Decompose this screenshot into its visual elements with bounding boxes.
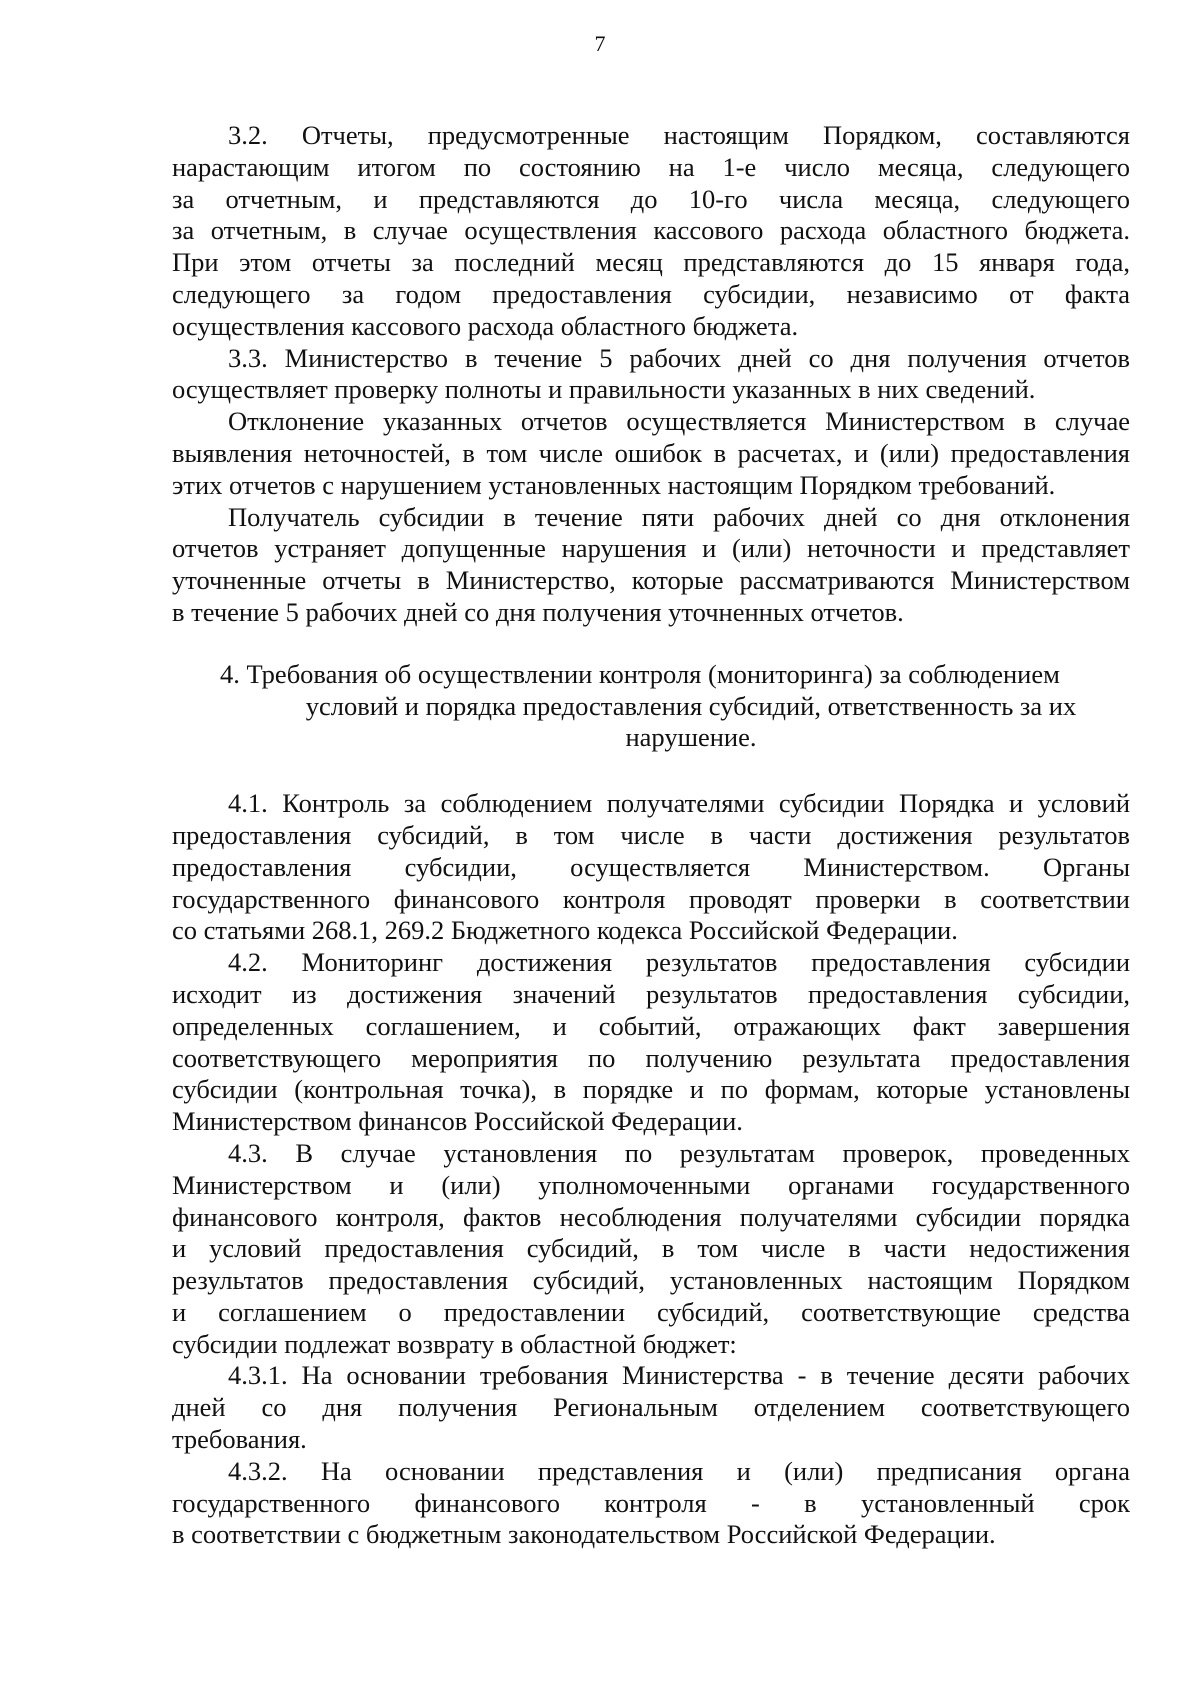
text-line: нарастающим итогом по состоянию на 1-е число месяца, следующего <box>172 151 1130 182</box>
text-line: Министерством финансов Российской Федерации. <box>172 1106 743 1137</box>
text-line: и соглашением о предоставлении субсидий, соответствующие средства <box>172 1296 1130 1327</box>
section-4-heading <box>172 659 1130 754</box>
text-line: 3.3. Министерство в течение 5 рабочих дней со дня получения отчетов <box>228 342 1130 373</box>
heading-line: условий и порядка предоставления субсидий, ответственность за их <box>305 690 1077 721</box>
text-line: соответствующего мероприятия по получению результата предоставления <box>172 1042 1130 1073</box>
text-line: этих отчетов с нарушением установленных настоящим Порядком требований. <box>172 469 1056 500</box>
text-line: отчетов устраняет допущенные нарушения и (или) неточности и представляет <box>172 533 1130 564</box>
page-number: 7 <box>594 31 606 56</box>
text-line: определенных соглашением, и событий, отражающих факт завершения <box>172 1010 1130 1041</box>
text-line: 4.1. Контроль за соблюдением получателями субсидии Порядка и условий <box>228 788 1130 819</box>
text-line: субсидии подлежат возврату в областной бюджет: <box>172 1328 737 1359</box>
text-line: дней со дня получения Региональным отделением соответствующего <box>172 1392 1130 1423</box>
text-line: 4.2. Мониторинг достижения результатов предоставления субсидии <box>228 947 1130 978</box>
text-line: Получатель субсидии в течение пяти рабочих дней со дня отклонения <box>228 501 1130 532</box>
document-body <box>172 120 1130 1551</box>
section-3-text <box>172 120 1130 629</box>
text-line: предоставления субсидий, в том числе в части достижения результатов <box>172 819 1130 850</box>
section-4-text <box>172 788 1130 1551</box>
text-line: и условий предоставления субсидий, в том числе в части недостижения <box>172 1233 1130 1264</box>
text-line: 4.3. В случае установления по результатам проверок, проведенных <box>228 1137 1130 1168</box>
text-line: предоставления субсидии, осуществляется Министерством. Органы <box>172 851 1130 882</box>
text-line: субсидии (контрольная точка), в порядке и по формам, которые установлены <box>172 1074 1130 1105</box>
text-line: за отчетным, в случае осуществления кассового расхода областного бюджета. <box>172 215 1130 246</box>
text-line: Министерством и (или) уполномоченными органами государственного <box>172 1169 1130 1200</box>
text-line: осуществляет проверку полноты и правильности указанных в них сведений. <box>172 374 1036 405</box>
heading-line: нарушение. <box>625 722 757 753</box>
text-line: финансового контроля, фактов несоблюдения получателями субсидии порядка <box>172 1201 1130 1232</box>
text-line: 3.2. Отчеты, предусмотренные настоящим Порядком, составляются <box>228 120 1130 150</box>
text-line: со статьями 268.1, 269.2 Бюджетного кодекса Российской Федерации. <box>172 915 958 946</box>
text-line: уточненные отчеты в Министерство, которые рассматриваются Министерством <box>172 565 1130 596</box>
text-line: исходит из достижения значений результатов предоставления субсидии, <box>172 978 1130 1009</box>
text-line: государственного финансового контроля проводят проверки в соответствии <box>172 883 1130 914</box>
text-line: требования. <box>172 1424 307 1455</box>
heading-line: 4. Требования об осуществлении контроля (мониторинга) за соблюдением <box>220 658 1060 689</box>
text-line: Отклонение указанных отчетов осуществляется Министерством в случае <box>228 406 1130 437</box>
text-line: результатов предоставления субсидий, установленных настоящим Порядком <box>172 1265 1130 1296</box>
text-line: следующего за годом предоставления субсидии, независимо от факта <box>172 278 1130 309</box>
text-line: государственного финансового контроля - в установленный срок <box>172 1487 1130 1518</box>
text-line: выявления неточностей, в том числе ошибок в расчетах, и (или) предоставления <box>172 437 1130 468</box>
text-line: в течение 5 рабочих дней со дня получения уточненных отчетов. <box>172 596 904 627</box>
text-line: в соответствии с бюджетным законодательством Российской Федерации. <box>172 1519 996 1550</box>
text-line: 4.3.2. На основании представления и (или) предписания органа <box>228 1455 1130 1486</box>
text-line: осуществления кассового расхода областного бюджета. <box>172 310 799 341</box>
text-line: за отчетным, и представляются до 10-го числа месяца, следующего <box>172 183 1130 214</box>
text-line: 4.3.1. На основании требования Министерства - в течение десяти рабочих <box>228 1360 1130 1391</box>
text-line: При этом отчеты за последний месяц представляются до 15 января года, <box>172 247 1130 278</box>
